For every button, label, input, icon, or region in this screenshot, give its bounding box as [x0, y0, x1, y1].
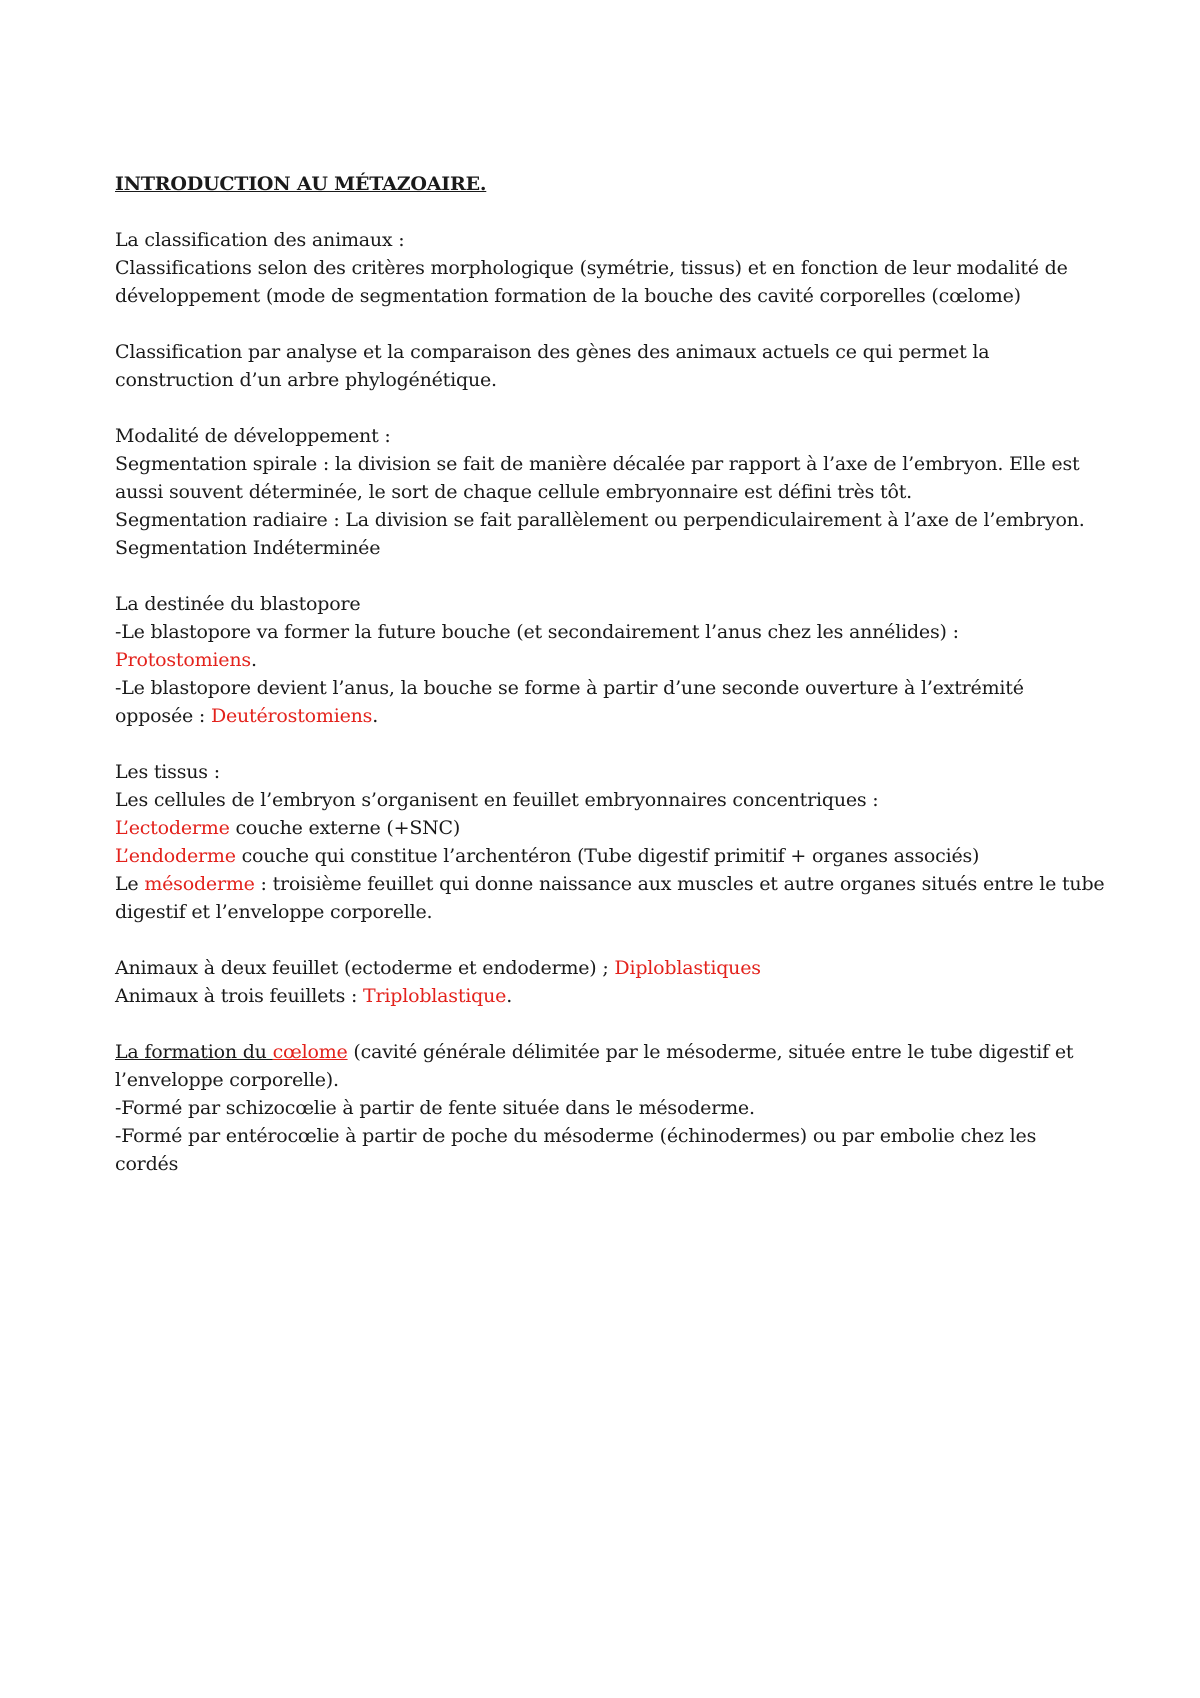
ectoderme-term: L’ectoderme — [115, 817, 230, 839]
classification-section — [115, 226, 1105, 310]
ectoderme-text: couche externe (+SNC) — [229, 817, 461, 839]
protostomiens-term: Protostomiens — [115, 649, 251, 671]
document-title: INTRODUCTION AU MÉTAZOAIRE. — [115, 173, 487, 195]
classification-heading: La classification des animaux : — [115, 229, 405, 251]
triploblastique-line — [115, 982, 1105, 1010]
triploblastique-text: Animaux à trois feuillets : — [115, 985, 364, 1007]
diploblastiques-text: Animaux à deux feuillet (ectoderme et endoderme) ; — [115, 957, 615, 979]
mesoderme-term: mésoderme — [144, 873, 255, 895]
blastopore-item2-end: . — [372, 705, 379, 727]
document-body — [115, 170, 1105, 1206]
classification-text: Classifications selon des critères morphologique (symétrie, tissus) et en fonction de leur modalité de développement (mode de segmentation formation de la bouche des cavité corporelles (cœlome) — [115, 257, 1068, 307]
blastopore-item1-end: . — [250, 649, 257, 671]
ectoderme-line — [115, 814, 1105, 842]
coelome-heading-line — [115, 1038, 1105, 1094]
coelome-heading-text: (cavité générale délimitée par le mésoderme, située entre le tube digestif et l’enveloppe corporelle). — [115, 1041, 1074, 1091]
blastopore-item-protostomiens — [115, 618, 1105, 674]
blastopore-item1-text: -Le blastopore va former la future bouche (et secondairement l’anus chez les annélides) : — [115, 621, 959, 643]
mesoderme-prefix: Le — [115, 873, 145, 895]
phylogeny-section — [115, 338, 1105, 394]
endoderme-term: L’endoderme — [115, 845, 236, 867]
coelome-section — [115, 1038, 1105, 1178]
tissues-section — [115, 758, 1105, 926]
blastopore-item-deuterostomiens — [115, 674, 1105, 730]
mesoderme-text: : troisième feuillet qui donne naissance aux muscles et autre organes situés entre le tube digestif et l’enveloppe corporelle. — [115, 873, 1105, 923]
tissues-intro: Les cellules de l’embryon s’organisent en feuillet embryonnaires concentriques : — [115, 789, 879, 811]
enterocoelie-item: -Formé par entérocœlie à partir de poche du mésoderme (échinodermes) ou par embolie chez les cordés — [115, 1125, 1037, 1175]
endoderme-text: couche qui constitue l’archentéron (Tube digestif primitif + organes associés) — [235, 845, 980, 867]
spiral-segmentation-text: Segmentation spirale : la division se fait de manière décalée par rapport à l’axe de l’embryon. Elle est aussi souvent déterminée, le sort de chaque cellule embryonnaire est défini très tôt. — [115, 453, 1080, 503]
coelome-term: cœlome — [272, 1041, 348, 1063]
triploblastique-term: Triploblastique — [363, 985, 507, 1007]
endoderme-line — [115, 842, 1105, 870]
blastopore-item2-text: -Le blastopore devient l’anus, la bouche se forme à partir d’une seconde ouverture à l’extrémité opposée : — [115, 677, 1024, 727]
phylogeny-text: Classification par analyse et la comparaison des gènes des animaux actuels ce qui permet la construction d’un arbre phylogénétique. — [115, 341, 990, 391]
triploblastique-end: . — [506, 985, 513, 1007]
layers-section — [115, 954, 1105, 1010]
schizocoelie-item: -Formé par schizocœlie à partir de fente située dans le mésoderme. — [115, 1097, 755, 1119]
mesoderme-line — [115, 870, 1105, 926]
diploblastiques-term: Diploblastiques — [614, 957, 761, 979]
blastopore-heading: La destinée du blastopore — [115, 593, 361, 615]
development-heading: Modalité de développement : — [115, 425, 391, 447]
deuterostomiens-term: Deutérostomiens — [210, 705, 373, 727]
development-section — [115, 422, 1105, 562]
blastopore-section — [115, 590, 1105, 730]
radial-segmentation-text: Segmentation radiaire : La division se fait parallèlement ou perpendiculairement à l’axe de l’embryon. Segmentation Indéterminée — [115, 509, 1085, 559]
diploblastiques-line — [115, 954, 1105, 982]
coelome-heading-prefix: La formation du — [115, 1041, 273, 1063]
tissues-heading: Les tissus : — [115, 761, 220, 783]
